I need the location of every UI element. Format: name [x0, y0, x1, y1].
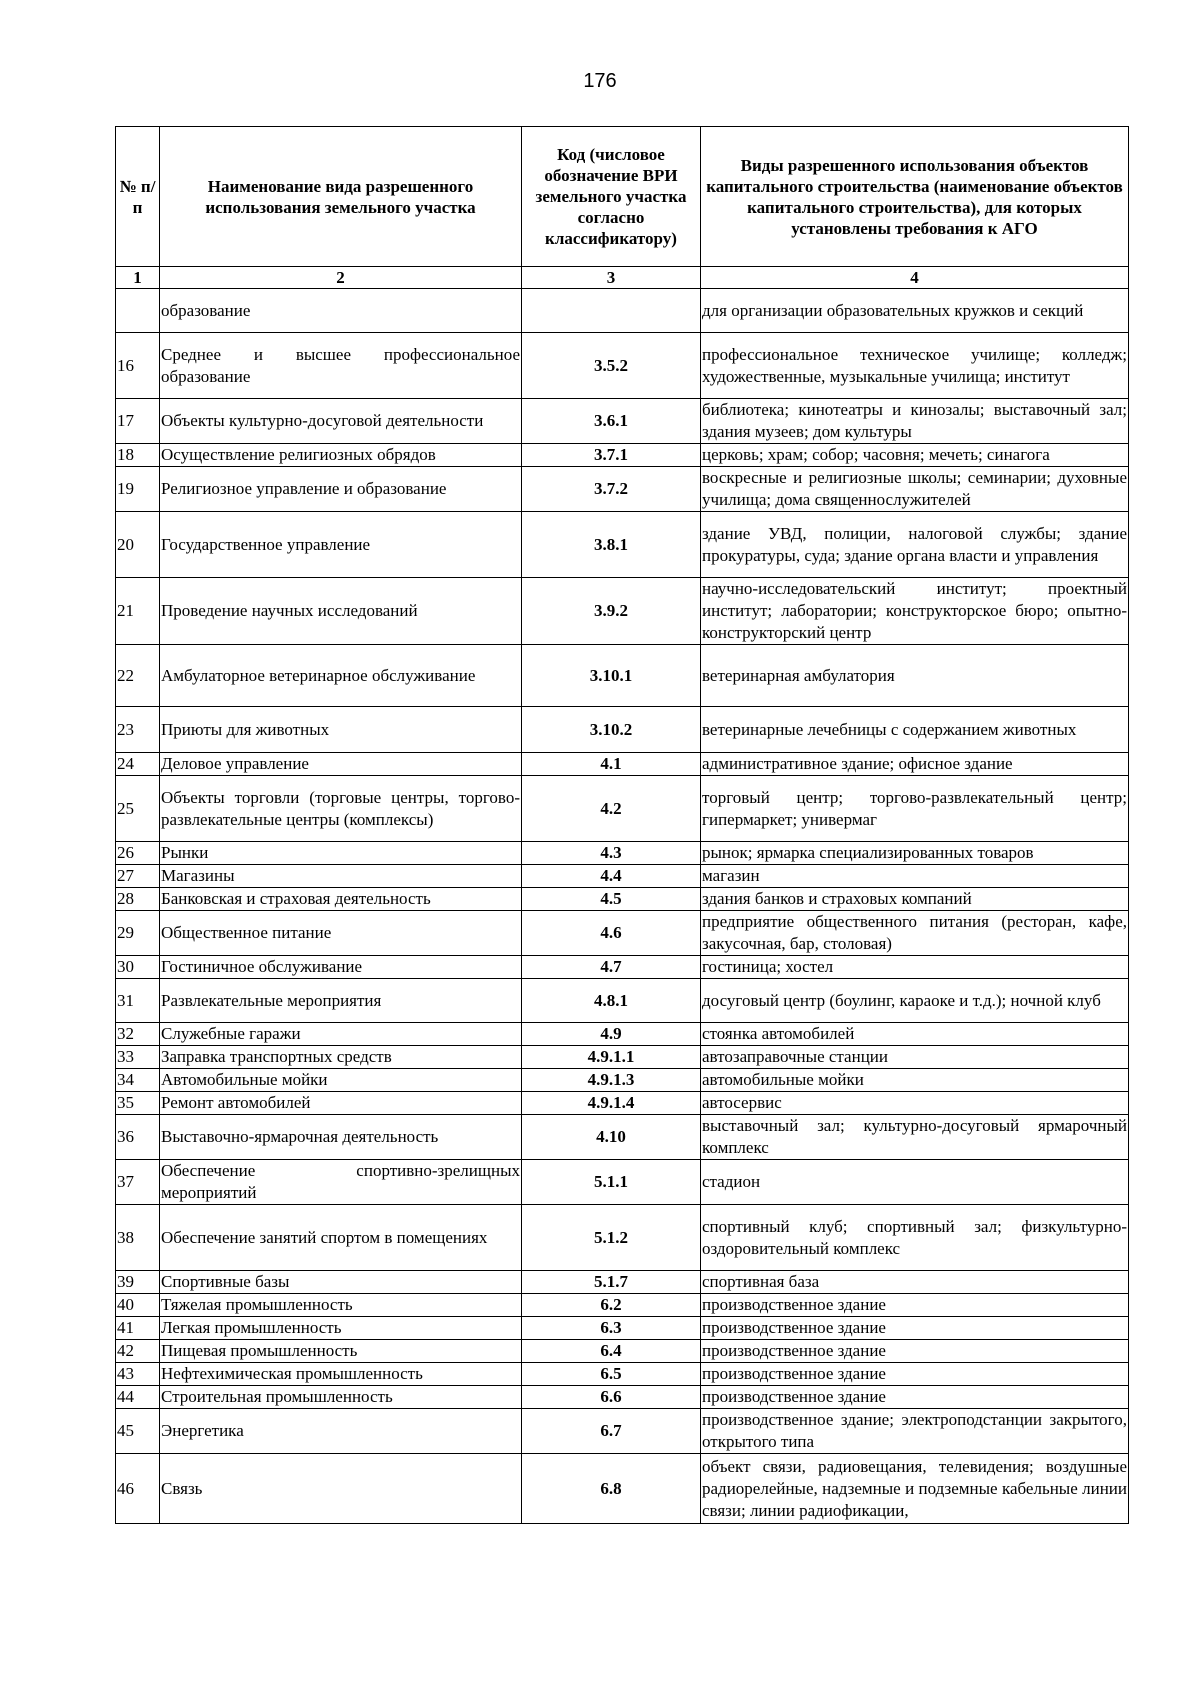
- row-number: 35: [116, 1092, 160, 1115]
- row-use-name: Магазины: [160, 865, 522, 888]
- row-kinds: стоянка автомобилей: [701, 1023, 1129, 1046]
- table-row: [116, 1340, 1129, 1363]
- row-kinds: здания банков и страховых компаний: [701, 888, 1129, 911]
- row-use-name: Нефтехимическая промышленность: [160, 1363, 522, 1386]
- row-code: 5.1.7: [522, 1271, 701, 1294]
- row-number: 22: [116, 645, 160, 707]
- row-number: 25: [116, 776, 160, 842]
- row-use-name: Спортивные базы: [160, 1271, 522, 1294]
- row-use-name: Рынки: [160, 842, 522, 865]
- row-number: 20: [116, 512, 160, 578]
- column-index-row: [116, 267, 1129, 289]
- table-row: [116, 1069, 1129, 1092]
- row-code: 3.5.2: [522, 333, 701, 399]
- row-number: 45: [116, 1409, 160, 1454]
- table-row: [116, 333, 1129, 399]
- row-kinds: автозаправочные станции: [701, 1046, 1129, 1069]
- row-use-name: Ремонт автомобилей: [160, 1092, 522, 1115]
- row-code: 6.3: [522, 1317, 701, 1340]
- row-use-name: Автомобильные мойки: [160, 1069, 522, 1092]
- row-kinds: автосервис: [701, 1092, 1129, 1115]
- row-code: 3.10.2: [522, 707, 701, 753]
- row-use-name: Объекты культурно-досуговой деятельности: [160, 399, 522, 444]
- row-kinds: объект связи, радиовещания, телевидения; воздушные радиорелейные, надземные и подземные кабельные линии связи; линии радиофикации,: [701, 1454, 1129, 1524]
- table-row: [116, 1046, 1129, 1069]
- row-code: 6.6: [522, 1386, 701, 1409]
- row-code: [522, 289, 701, 333]
- row-code: 4.3: [522, 842, 701, 865]
- row-code: 4.4: [522, 865, 701, 888]
- row-kinds: церковь; храм; собор; часовня; мечеть; синагога: [701, 444, 1129, 467]
- row-code: 4.8.1: [522, 979, 701, 1023]
- row-use-name: Пищевая промышленность: [160, 1340, 522, 1363]
- row-number: 16: [116, 333, 160, 399]
- row-code: 6.5: [522, 1363, 701, 1386]
- header-kinds: Виды разрешенного использования объектов капитального строительства (наименование объектов капитального строительства), для которых установлены требования к АГО: [701, 127, 1129, 267]
- table-row: [116, 1271, 1129, 1294]
- row-kinds: ветеринарные лечебницы с содержанием животных: [701, 707, 1129, 753]
- column-index: 3: [522, 267, 701, 289]
- row-kinds: гостиница; хостел: [701, 956, 1129, 979]
- row-kinds: ветеринарная амбулатория: [701, 645, 1129, 707]
- table-row: [116, 956, 1129, 979]
- table-row: [116, 888, 1129, 911]
- table-row: [116, 467, 1129, 512]
- row-use-name: Проведение научных исследований: [160, 578, 522, 645]
- row-number: 41: [116, 1317, 160, 1340]
- column-index: 2: [160, 267, 522, 289]
- row-kinds: производственное здание: [701, 1363, 1129, 1386]
- row-use-name: Банковская и страховая деятельность: [160, 888, 522, 911]
- row-code: 4.9: [522, 1023, 701, 1046]
- row-number: 37: [116, 1160, 160, 1205]
- row-use-name: Энергетика: [160, 1409, 522, 1454]
- table-row: [116, 1205, 1129, 1271]
- row-kinds: библиотека; кинотеатры и кинозалы; выставочный зал; здания музеев; дом культуры: [701, 399, 1129, 444]
- table-row: [116, 289, 1129, 333]
- row-kinds: производственное здание; электроподстанции закрытого, открытого типа: [701, 1409, 1129, 1454]
- column-index: 4: [701, 267, 1129, 289]
- row-use-name: Служебные гаражи: [160, 1023, 522, 1046]
- row-number: 23: [116, 707, 160, 753]
- row-number: [116, 289, 160, 333]
- row-kinds: производственное здание: [701, 1386, 1129, 1409]
- row-use-name: образование: [160, 289, 522, 333]
- table-row: [116, 444, 1129, 467]
- row-code: 3.9.2: [522, 578, 701, 645]
- table-row: [116, 979, 1129, 1023]
- table-row: [116, 1386, 1129, 1409]
- row-use-name: Заправка транспортных средств: [160, 1046, 522, 1069]
- table-row: [116, 1092, 1129, 1115]
- row-kinds: для организации образовательных кружков и секций: [701, 289, 1129, 333]
- table-row: [116, 512, 1129, 578]
- row-number: 38: [116, 1205, 160, 1271]
- row-kinds: досуговый центр (боулинг, караоке и т.д.); ночной клуб: [701, 979, 1129, 1023]
- row-code: 6.4: [522, 1340, 701, 1363]
- row-code: 3.7.1: [522, 444, 701, 467]
- table-row: [116, 1454, 1129, 1524]
- table-row: [116, 1317, 1129, 1340]
- table-header-row: [116, 127, 1129, 267]
- row-number: 46: [116, 1454, 160, 1524]
- row-number: 24: [116, 753, 160, 776]
- table-row: [116, 707, 1129, 753]
- table-row: [116, 1294, 1129, 1317]
- row-number: 43: [116, 1363, 160, 1386]
- row-code: 5.1.2: [522, 1205, 701, 1271]
- row-code: 4.6: [522, 911, 701, 956]
- row-use-name: Развлекательные мероприятия: [160, 979, 522, 1023]
- table-row: [116, 911, 1129, 956]
- row-use-name: Легкая промышленность: [160, 1317, 522, 1340]
- row-kinds: торговый центр; торгово-развлекательный центр; гипермаркет; универмаг: [701, 776, 1129, 842]
- row-kinds: воскресные и религиозные школы; семинарии; духовные училища; дома священнослужителей: [701, 467, 1129, 512]
- row-code: 4.10: [522, 1115, 701, 1160]
- row-kinds: профессиональное техническое училище; колледж; художественные, музыкальные училища; институт: [701, 333, 1129, 399]
- row-kinds: административное здание; офисное здание: [701, 753, 1129, 776]
- table-row: [116, 865, 1129, 888]
- row-kinds: спортивный клуб; спортивный зал; физкультурно-оздоровительный комплекс: [701, 1205, 1129, 1271]
- row-number: 30: [116, 956, 160, 979]
- row-number: 40: [116, 1294, 160, 1317]
- header-num: № п/п: [116, 127, 160, 267]
- row-kinds: производственное здание: [701, 1340, 1129, 1363]
- table-row: [116, 1363, 1129, 1386]
- row-number: 33: [116, 1046, 160, 1069]
- row-code: 4.9.1.3: [522, 1069, 701, 1092]
- row-kinds: производственное здание: [701, 1317, 1129, 1340]
- table-row: [116, 1160, 1129, 1205]
- row-code: 4.1: [522, 753, 701, 776]
- row-code: 3.10.1: [522, 645, 701, 707]
- row-use-name: Религиозное управление и образование: [160, 467, 522, 512]
- row-use-name: Осуществление религиозных обрядов: [160, 444, 522, 467]
- row-use-name: Государственное управление: [160, 512, 522, 578]
- row-number: 18: [116, 444, 160, 467]
- row-use-name: Общественное питание: [160, 911, 522, 956]
- table-row: [116, 578, 1129, 645]
- row-kinds: выставочный зал; культурно-досуговый ярмарочный комплекс: [701, 1115, 1129, 1160]
- row-number: 32: [116, 1023, 160, 1046]
- row-kinds: стадион: [701, 1160, 1129, 1205]
- row-code: 3.6.1: [522, 399, 701, 444]
- row-number: 42: [116, 1340, 160, 1363]
- row-number: 39: [116, 1271, 160, 1294]
- page-number: 176: [583, 70, 617, 92]
- table-row: [116, 399, 1129, 444]
- row-number: 36: [116, 1115, 160, 1160]
- table-row: [116, 1409, 1129, 1454]
- row-code: 6.2: [522, 1294, 701, 1317]
- row-number: 19: [116, 467, 160, 512]
- row-kinds: магазин: [701, 865, 1129, 888]
- header-name: Наименование вида разрешенного использования земельного участка: [160, 127, 522, 267]
- row-code: 6.8: [522, 1454, 701, 1524]
- row-use-name: Тяжелая промышленность: [160, 1294, 522, 1317]
- table-row: [116, 1115, 1129, 1160]
- table-row: [116, 776, 1129, 842]
- header-code: Код (числовое обозначение ВРИ земельного участка согласно классификатору): [522, 127, 701, 267]
- row-number: 28: [116, 888, 160, 911]
- row-use-name: Гостиничное обслуживание: [160, 956, 522, 979]
- permitted-use-table: [115, 126, 1129, 1524]
- row-code: 4.2: [522, 776, 701, 842]
- row-code: 5.1.1: [522, 1160, 701, 1205]
- row-number: 29: [116, 911, 160, 956]
- table-row: [116, 645, 1129, 707]
- row-code: 4.7: [522, 956, 701, 979]
- row-kinds: рынок; ярмарка специализированных товаров: [701, 842, 1129, 865]
- row-number: 17: [116, 399, 160, 444]
- row-use-name: Связь: [160, 1454, 522, 1524]
- table-row: [116, 753, 1129, 776]
- row-code: 6.7: [522, 1409, 701, 1454]
- row-use-name: Обеспечение спортивно-зрелищных мероприятий: [160, 1160, 522, 1205]
- row-use-name: Деловое управление: [160, 753, 522, 776]
- column-index: 1: [116, 267, 160, 289]
- row-number: 44: [116, 1386, 160, 1409]
- row-code: 3.8.1: [522, 512, 701, 578]
- row-number: 26: [116, 842, 160, 865]
- row-code: 3.7.2: [522, 467, 701, 512]
- row-number: 31: [116, 979, 160, 1023]
- table-body: [116, 289, 1129, 1524]
- row-number: 27: [116, 865, 160, 888]
- row-number: 34: [116, 1069, 160, 1092]
- row-kinds: предприятие общественного питания (ресторан, кафе, закусочная, бар, столовая): [701, 911, 1129, 956]
- row-kinds: автомобильные мойки: [701, 1069, 1129, 1092]
- row-kinds: здание УВД, полиции, налоговой службы; здание прокуратуры, суда; здание органа власти и управления: [701, 512, 1129, 578]
- row-use-name: Приюты для животных: [160, 707, 522, 753]
- table-row: [116, 842, 1129, 865]
- row-code: 4.9.1.4: [522, 1092, 701, 1115]
- row-use-name: Обеспечение занятий спортом в помещениях: [160, 1205, 522, 1271]
- row-kinds: научно-исследовательский институт; проектный институт; лаборатории; конструкторское бюро; опытно- конструкторский центр: [701, 578, 1129, 645]
- row-use-name: Выставочно-ярмарочная деятельность: [160, 1115, 522, 1160]
- row-kinds: спортивная база: [701, 1271, 1129, 1294]
- row-use-name: Среднее и высшее профессиональное образование: [160, 333, 522, 399]
- table-row: [116, 1023, 1129, 1046]
- row-code: 4.9.1.1: [522, 1046, 701, 1069]
- row-kinds: производственное здание: [701, 1294, 1129, 1317]
- row-use-name: Объекты торговли (торговые центры, торгово- развлекательные центры (комплексы): [160, 776, 522, 842]
- row-use-name: Строительная промышленность: [160, 1386, 522, 1409]
- row-use-name: Амбулаторное ветеринарное обслуживание: [160, 645, 522, 707]
- row-code: 4.5: [522, 888, 701, 911]
- row-number: 21: [116, 578, 160, 645]
